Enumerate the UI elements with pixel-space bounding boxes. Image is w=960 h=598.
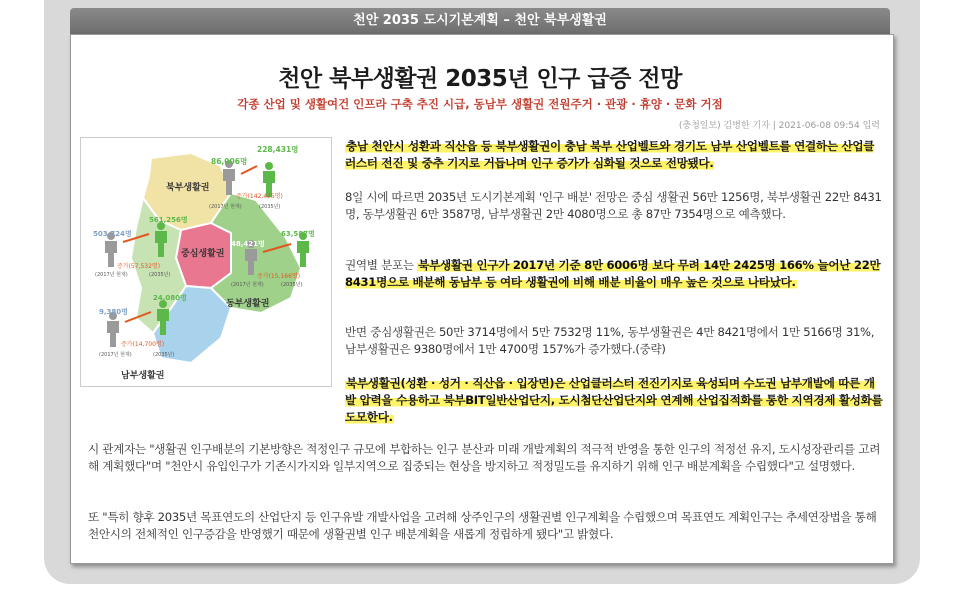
article-headline: 천안 북부생활권 2035년 인구 급증 전망 [278, 66, 682, 92]
center-increase: 증가(57,532명) [117, 263, 161, 270]
center-2035-pop: 561,256명 [149, 216, 188, 224]
north-year-2017: (2017년 현재) [209, 204, 242, 210]
north-arrow-icon [241, 166, 257, 174]
center-region-label: 중심생활권 [181, 249, 225, 259]
paragraph-2: 8일 시에 따르면 2035년 도시기본계획 '인구 배분' 전망은 중심 생활권 56만 1256명, 북부생활권 22만 8431명, 동부생활권 6만 3587명, 남부생활권 2만 4080명으로 총 87만 7354명으로 예측했다. [345, 190, 882, 221]
south-2017-person-icon [107, 312, 119, 347]
north-2017-pop: 86,006명 [211, 157, 248, 166]
population-map-graphic [81, 138, 331, 386]
paragraph-5-highlight: 북부생활권(성환 · 성거 · 직산읍 · 입장면)은 산업클러스터 전진기지로 육성되며 수도권 남부개발에 따른 개발 압력을 수용하고 북부BIT일반산업단지, 도시첨단산업단지와 연계해 산업집적화를 통한 지역경제 활성화를 도모한다. [345, 376, 883, 424]
south-year-2035: (2035년) [153, 352, 175, 358]
south-increase: 증가(14,700명) [121, 341, 165, 348]
paragraph-3-lead: 권역별 분포는 [345, 258, 418, 272]
center-year-2017: (2017년 현재) [95, 272, 128, 278]
lead-highlight: 충남 천안시 성환과 직산읍 등 북부생활권이 충남 북부 산업벨트와 경기도 남부 산업벨트를 연결하는 산업클러스터 전진 및 중추 기지로 거듭나며 인구 증가가 심화될 것으로 전망됐다. [345, 139, 875, 170]
south-2017-pop: 9,380명 [99, 308, 128, 316]
center-2017-pop: 503,724명 [93, 230, 132, 238]
east-increase: 증가(15,166명) [257, 273, 301, 280]
east-year-2017: (2017년 현재) [231, 282, 264, 288]
north-year-2035: (2035년) [259, 204, 281, 210]
south-2035-pop: 24,080명 [153, 294, 187, 302]
north-increase: 증가(142,425명) [236, 193, 283, 200]
paragraph-7: 또 "특히 향후 2035년 목표연도의 산업단지 등 인구유발 개발사업을 고려해 상주인구의 생활권별 인구계획을 수립했으며 목표연도 계획인구는 추세연장법을 통해 천안시의 전체적인 인구증감을 반영했기 때문에 생활권별 인구 배분계획을 새롭게 정립하게 됐다"고 밝혔다. [88, 510, 877, 541]
paragraph-5 [345, 375, 885, 426]
paragraph-lead [345, 138, 885, 172]
east-region-label: 동부생활권 [226, 299, 270, 309]
east-2017-pop: 48,421명 [231, 240, 265, 248]
paragraph-4: 반면 중심생활권은 50만 3714명에서 5만 7532명 11%, 동부생활권은 4만 8421명에서 1만 5166명 31%, 남부생활권은 9380명에서 1만 4700명 157%가 증가했다.(중략) [345, 325, 875, 356]
article-byline: (충청일보) 김병한 기자 | 2021-06-08 09:54 입력 [678, 121, 880, 131]
east-2035-pop: 63,587명 [281, 230, 315, 238]
paragraph-3 [345, 257, 885, 291]
south-year-2017: (2017년 현재) [99, 352, 132, 358]
header-bar: 천안 2035 도시기본계획 – 천안 북부생활권 [70, 8, 890, 34]
article-subtitle: 각종 산업 및 생활여건 인프라 구축 추진 시급, 동남부 생활권 전원주거 · 관광 · 휴양 · 문화 거점 [237, 97, 723, 111]
north-2035-person-icon [263, 162, 275, 197]
south-region-label: 남부생활권 [121, 371, 165, 381]
north-2035-pop: 228,431명 [257, 145, 299, 154]
population-map [80, 137, 332, 387]
paragraph-3-highlight: 북부생활권 인구가 2017년 기준 8만 6006명 보다 무려 14만 2425명 166% 늘어난 22만 8431명으로 배분해 동남부 등 여타 생활권에 비해 배분 비율이 매우 높은 것으로 나타났다. [345, 258, 881, 289]
center-year-2035: (2035년) [149, 272, 171, 278]
east-year-2035: (2035년) [281, 282, 303, 288]
north-region-label: 북부생활권 [166, 183, 210, 193]
paragraph-6: 시 관계자는 "생활권 인구배분의 기본방향은 적정인구 규모에 부합하는 인구 분산과 미래 개발계획의 적극적 반영을 통한 인구의 적정선 유지, 도시성장관리를 고려해 계획했다"며 "천안시 유입인구가 기존시가지와 일부지역으로 집중되는 현상을 방지하고 적정밀도를 유지하기 위해 인구 배분계획을 수립했다"고 설명했다. [88, 442, 881, 473]
